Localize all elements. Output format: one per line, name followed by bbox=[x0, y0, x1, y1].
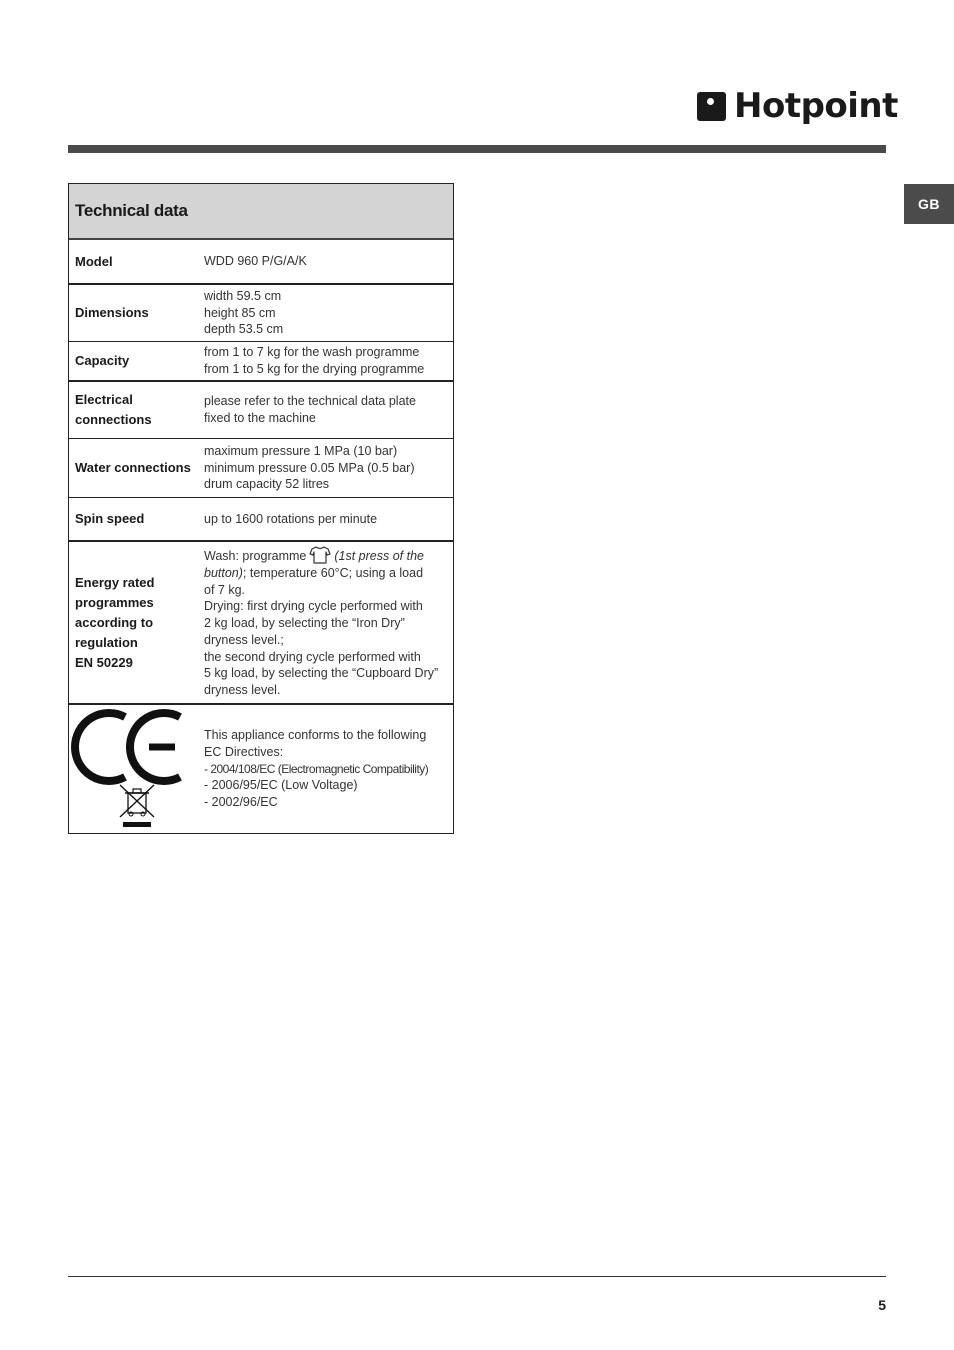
value-line: WDD 960 P/G/A/K bbox=[204, 254, 307, 269]
row-label: Water connections bbox=[75, 460, 191, 475]
label-line: EN 50229 bbox=[75, 654, 133, 670]
label-line: connections bbox=[75, 412, 152, 427]
label-line: regulation bbox=[75, 634, 138, 650]
value-line: please refer to the technical data plate bbox=[204, 394, 416, 409]
row-label bbox=[69, 542, 204, 703]
value-line bbox=[204, 565, 447, 582]
line-text-italic: button) bbox=[204, 565, 243, 580]
value-line: minimum pressure 0.05 MPa (0.5 bar) bbox=[204, 460, 415, 475]
header-rule bbox=[68, 145, 886, 153]
row-value bbox=[204, 285, 453, 341]
line-text-italic: (1st press of the bbox=[334, 548, 424, 563]
language-tab: GB bbox=[904, 184, 954, 224]
row-electrical bbox=[69, 382, 453, 439]
value-line: up to 1600 rotations per minute bbox=[204, 511, 378, 526]
brand-mark-icon bbox=[697, 92, 726, 121]
row-label: Model bbox=[75, 253, 113, 269]
brand-logo bbox=[697, 86, 898, 126]
shirt-icon bbox=[309, 546, 331, 564]
brand-name: Hotpoint bbox=[734, 86, 898, 126]
value-line: - 2004/108/EC (Electromagnetic Compatibility) bbox=[204, 761, 429, 776]
row-value bbox=[204, 439, 453, 497]
label-line: Energy rated bbox=[75, 574, 155, 590]
value-line: the second drying cycle performed with bbox=[204, 649, 421, 664]
value-line: maximum pressure 1 MPa (10 bar) bbox=[204, 443, 398, 458]
value-line: 5 kg load, by selecting the “Cupboard Dry” bbox=[204, 666, 439, 681]
row-value bbox=[204, 240, 453, 283]
label-line: programmes bbox=[75, 594, 154, 610]
row-value bbox=[204, 382, 453, 438]
value-line: dryness level. bbox=[204, 683, 281, 698]
value-line: from 1 to 5 kg for the drying programme bbox=[204, 362, 425, 376]
row-label: Spin speed bbox=[75, 511, 145, 526]
value-line: - 2006/95/EC (Low Voltage) bbox=[204, 778, 358, 793]
value-line: depth 53.5 cm bbox=[204, 322, 284, 337]
value-line: EC Directives: bbox=[204, 744, 284, 759]
row-value bbox=[204, 542, 453, 703]
value-line: of 7 kg. bbox=[204, 582, 245, 597]
line-text: ; temperature 60°C; using a load bbox=[242, 565, 424, 580]
row-label: Dimensions bbox=[75, 305, 149, 320]
row-dimensions bbox=[69, 285, 453, 342]
row-capacity bbox=[69, 342, 453, 382]
value-line: Drying: first drying cycle performed with bbox=[204, 599, 423, 614]
row-spin-speed bbox=[69, 498, 453, 542]
value-line: width 59.5 cm bbox=[204, 288, 282, 303]
row-model bbox=[69, 240, 453, 285]
row-value bbox=[204, 342, 453, 380]
value-line: height 85 cm bbox=[204, 305, 276, 320]
value-line: - 2002/96/EC bbox=[204, 795, 278, 810]
row-label bbox=[69, 382, 204, 438]
weee-crossed-bin-icon bbox=[117, 783, 157, 829]
row-value bbox=[204, 498, 453, 540]
conformity-icons bbox=[69, 705, 204, 833]
page-number: 5 bbox=[878, 1297, 886, 1313]
label-line: according to bbox=[75, 614, 154, 630]
value-line: 2 kg load, by selecting the “Iron Dry” bbox=[204, 616, 405, 631]
section-title: Technical data bbox=[69, 184, 453, 240]
row-label: Capacity bbox=[75, 353, 130, 368]
value-line: This appliance conforms to the following bbox=[204, 728, 427, 742]
label-line: Electrical bbox=[75, 392, 133, 407]
value-line: from 1 to 7 kg for the wash programme bbox=[204, 345, 420, 360]
row-energy bbox=[69, 542, 453, 704]
row-conformity bbox=[69, 704, 453, 833]
value-line: drum capacity 52 litres bbox=[204, 477, 330, 492]
technical-data-table bbox=[68, 183, 454, 834]
value-line bbox=[204, 546, 447, 565]
value-line: fixed to the machine bbox=[204, 411, 316, 425]
row-water bbox=[69, 439, 453, 498]
value-line: dryness level.; bbox=[204, 632, 284, 647]
footer-rule bbox=[68, 1276, 886, 1277]
line-text: Wash: programme bbox=[204, 548, 307, 563]
row-value bbox=[204, 705, 453, 833]
